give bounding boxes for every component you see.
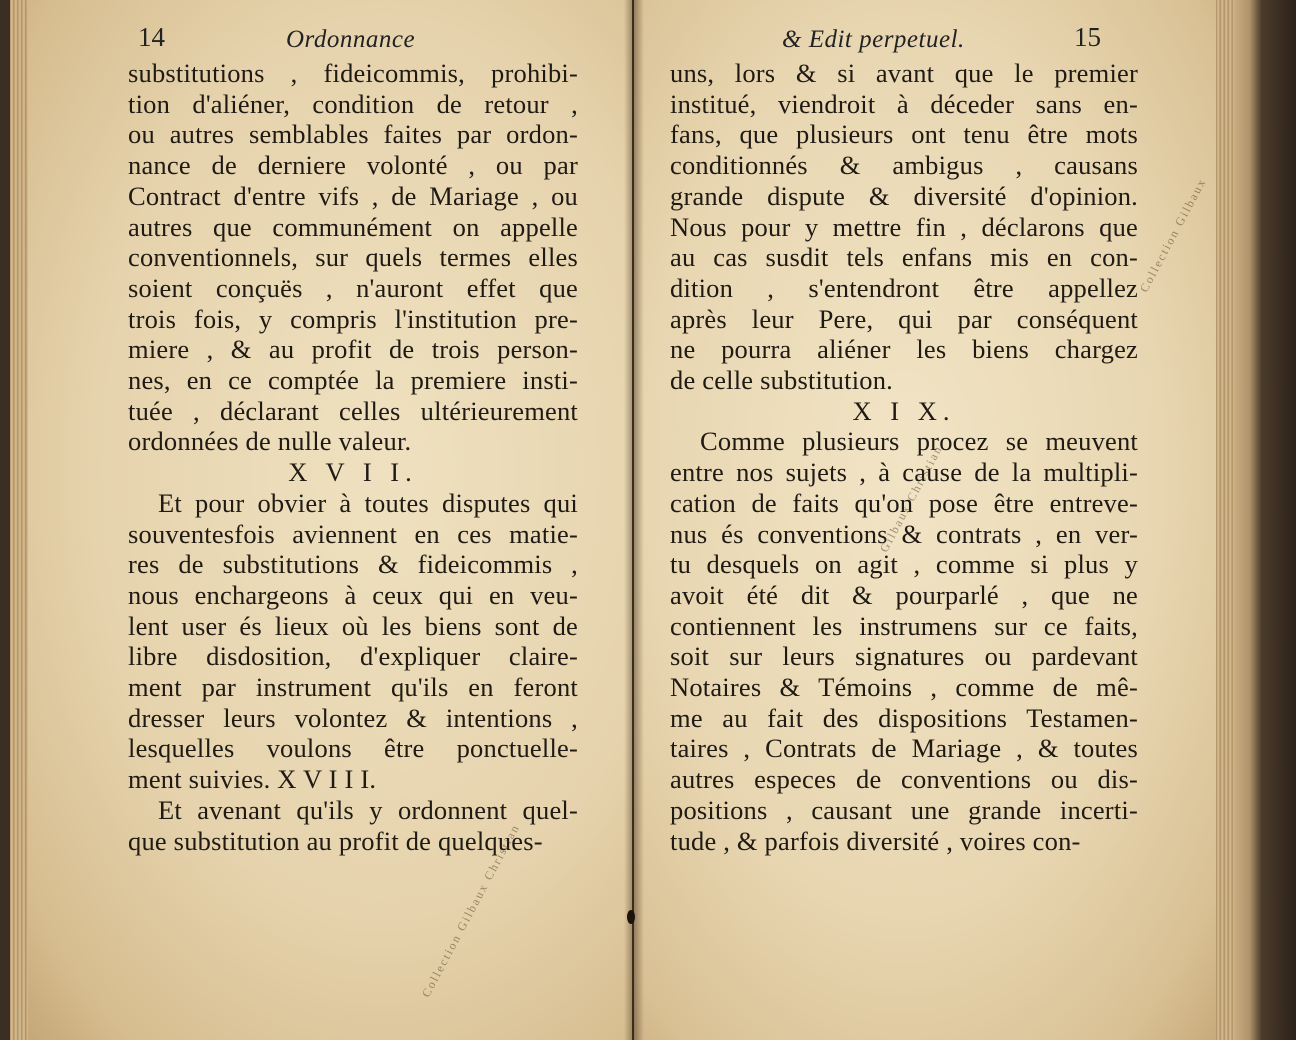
text-line: miere , & au profit de trois person- [128, 334, 578, 365]
left-page-edges [10, 0, 28, 1040]
text-line: après leur Pere, qui par conséquent [670, 303, 1138, 334]
text-line: tude , & parfois diversité , voires con- [670, 825, 1081, 856]
right-running-head: & Edit perpetuel. [782, 26, 965, 53]
right-page-text [670, 58, 1138, 856]
text-line: ment par instrument qu'ils en feront [128, 672, 578, 703]
text-line: au cas susdit tels enfans mis en con- [670, 242, 1138, 273]
text-line: que substitution au profit de quelques- [128, 825, 543, 856]
text-line: tu desquels on agit , comme si plus y [670, 549, 1138, 580]
text-line: grande dispute & diversité d'opinion. [670, 180, 1138, 211]
watermark-right-text: Gilbaux Christian [876, 442, 946, 555]
text-line: entre nos sujets , à cause de la multipli- [670, 457, 1138, 488]
text-line: de celle substitution. [670, 365, 893, 396]
text-line: nous enchargeons à ceux qui en veu- [128, 579, 578, 610]
text-line: trois fois, y compris l'institution pre- [128, 303, 578, 334]
watermark-right-margin: Collection Gilbaux [1136, 175, 1210, 295]
text-line: lent user és lieux où les biens sont de [128, 610, 578, 641]
text-line: cation de faits qu'on pose être entreve- [670, 487, 1138, 518]
text-line: autres especes de conventions ou dis- [670, 764, 1138, 795]
watermark-gutter: Collection Gilbaux Christian [418, 821, 523, 1000]
text-line: res de substitutions & fideicommis , [128, 549, 578, 580]
text-line: Contract d'entre vifs , de Mariage , ou [128, 180, 578, 211]
text-line: X V I I. [288, 457, 418, 488]
text-line: conditionnés & ambigus , causans [670, 150, 1138, 181]
text-line: soit sur leurs signatures ou pardevant [670, 641, 1138, 672]
text-line: Nous pour y mettre fin , déclarons que [670, 211, 1138, 242]
text-line: souventesfois aviennent en ces matie- [128, 518, 578, 549]
text-line: nes, en ce comptée la premiere insti- [128, 365, 578, 396]
text-line: nus és conventions & contrats , en ver- [670, 518, 1138, 549]
left-running-head: Ordonnance [286, 26, 416, 53]
text-line: ment suivies. X V I I I. [128, 764, 377, 795]
right-page-edges [1216, 0, 1234, 1040]
text-line: nance de derniere volonté , ou par [128, 150, 578, 181]
text-line: ou autres semblables faites par ordon- [128, 119, 578, 150]
text-line: conventionnels, sur quels termes elles [128, 242, 578, 273]
text-line: uns, lors & si avant que le premier [670, 58, 1138, 88]
text-line: taires , Contrats de Mariage , & toutes [670, 733, 1138, 764]
text-line: Comme plusieurs procez se meuvent [700, 426, 1138, 457]
right-page [634, 0, 1234, 1040]
text-line: lesquelles voulons être ponctuelle- [128, 733, 578, 764]
gutter-binding-hole [627, 910, 635, 924]
text-line: X I X. [852, 395, 956, 426]
right-page-number: 15 [1074, 22, 1101, 52]
text-line: institué, viendroit à déceder sans en- [670, 88, 1138, 119]
left-page [10, 0, 632, 1040]
text-line: avoit été dit & pourparlé , que ne [670, 579, 1138, 610]
text-line: Et avenant qu'ils y ordonnent quel- [158, 794, 578, 825]
text-line: dition , s'entendront être appellez [670, 272, 1138, 303]
text-line: dresser leurs volontez & intentions , [128, 702, 578, 733]
text-line: substitutions , fideicommis, prohibi- [128, 58, 578, 88]
text-line: soient conçuës , n'auront effet que [128, 272, 578, 303]
book-gutter [624, 0, 644, 1040]
text-line: autres que communément on appelle [128, 211, 578, 242]
text-line: libre disdosition, d'expliquer claire- [128, 641, 578, 672]
text-line: Et pour obvier à toutes disputes qui [158, 487, 578, 518]
text-line: contiennent les instrumens sur ce faits, [670, 610, 1138, 641]
left-page-number: 14 [138, 22, 165, 52]
text-line: ne pourra aliéner les biens chargez [670, 334, 1138, 365]
text-line: me au fait des dispositions Testamen- [670, 702, 1138, 733]
text-line: Notaires & Témoins , comme de mê- [670, 672, 1138, 703]
text-line: tion d'aliéner, condition de retour , [128, 88, 578, 119]
book-cover-edge [1234, 0, 1296, 1040]
left-page-text [128, 58, 578, 856]
text-line: fans, que plusieurs ont tenu être mots [670, 119, 1138, 150]
text-line: positions , causant une grande incerti- [670, 794, 1138, 825]
text-line: tuée , déclarant celles ultérieurement [128, 395, 578, 426]
text-line: ordonnées de nulle valeur. [128, 426, 412, 457]
